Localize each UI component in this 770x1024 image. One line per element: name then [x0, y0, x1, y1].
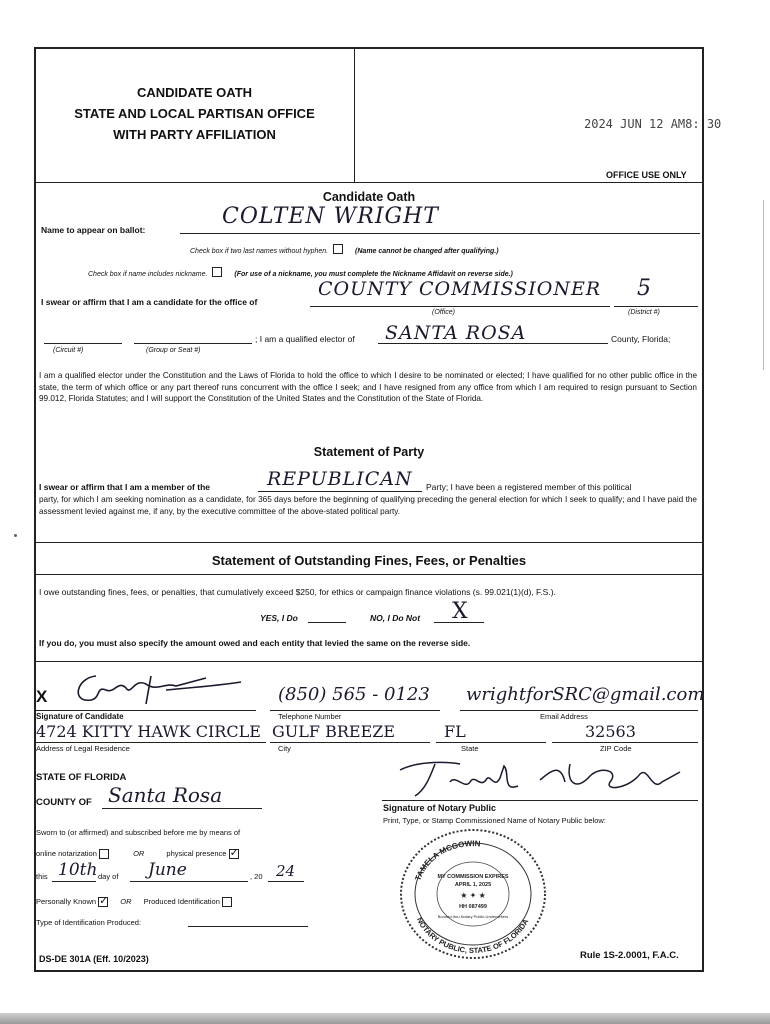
seal-state-text: NOTARY PUBLIC, STATE OF FLORIDA [414, 915, 531, 956]
phone-label: Telephone Number [278, 712, 342, 721]
office-use-only: OFFICE USE ONLY [606, 170, 687, 180]
day-value: 10th [58, 860, 98, 880]
county-underline [378, 343, 608, 344]
swear-member-text: I swear or affirm that I am a member of the [39, 482, 210, 492]
zip-value: 32563 [585, 722, 636, 741]
name-change-note: (Name cannot be changed after qualifying.) [355, 248, 499, 255]
party-suffix: Party; I have been a registered member of this political [426, 482, 632, 492]
email-value: wrightforSRC@gmail.com [466, 684, 705, 705]
scan-bottom-edge [0, 1013, 770, 1024]
district-caption: (District #) [628, 309, 660, 316]
district-value: 5 [637, 276, 651, 301]
name-label: Name to appear on ballot: [41, 225, 146, 235]
fines-note: If you do, you must also specify the amount owed and each entity that levied the same on the reverse side. [39, 638, 471, 648]
signature-divider [34, 661, 704, 662]
office-value: COUNTY COMMISSIONER [318, 278, 602, 300]
form-title-line1: CANDIDATE OATH [136, 85, 253, 100]
notary-print-label: Print, Type, or Stamp Commissioned Name of Notary Public below: [383, 816, 606, 825]
county-florida-label: County, Florida; [611, 334, 671, 344]
day-of-label: day of [98, 872, 119, 881]
signature-x-mark: X [36, 687, 48, 706]
district-underline [614, 306, 698, 307]
seal-star-icon: ★ ✦ ★ [460, 891, 486, 900]
this-label: this [36, 872, 48, 881]
state-line [436, 742, 546, 743]
day-line [52, 881, 96, 882]
group-caption: (Group or Seat #) [146, 347, 201, 354]
notary-county-label: COUNTY OF [36, 797, 92, 808]
qualified-elector-label: ; I am a qualified elector of [255, 334, 355, 344]
produced-id-checkbox[interactable] [222, 897, 232, 907]
office-caption: (Office) [432, 309, 455, 316]
state-label: State [461, 744, 479, 753]
sworn-text: Sworn to (or affirmed) and subscribed before me by means of [36, 828, 241, 837]
seal-date-text: APRIL 1, 2025 [454, 882, 492, 888]
physical-check-mark: ✓ [229, 847, 239, 860]
notary-signature-line [382, 800, 698, 801]
fines-no-label: NO, I Do Not [370, 613, 421, 623]
seal-bonded-text: Bonded thru Notary Public Underwriters [437, 914, 509, 919]
header-divider [34, 182, 704, 183]
fines-divider-top [34, 542, 704, 543]
personally-known-checkbox[interactable] [98, 897, 108, 907]
nickname-note: (For use of a nickname, you must complete the Nickname Affidavit on reverse side.) [234, 271, 513, 278]
section-title-fines: Statement of Outstanding Fines, Fees, or Penalties [211, 553, 527, 568]
received-stamp: 2024 JUN 12 AM8: 30 [584, 117, 722, 131]
circuit-underline [44, 343, 122, 344]
month-value: June [148, 860, 187, 880]
type-id-line [188, 926, 308, 927]
seal-number-text: HH 087499 [459, 904, 487, 910]
year-line [268, 881, 304, 882]
email-line [460, 710, 698, 711]
seal-name-text: TAMELA MCGOWIN [413, 838, 481, 882]
type-id-label: Type of Identification Produced: [36, 918, 142, 927]
physical-label: physical presence [166, 849, 227, 858]
id-or: OR [120, 897, 132, 906]
two-names-row [190, 240, 499, 258]
two-names-label: Check box if two last names without hyphen. [190, 248, 329, 255]
notary-signature-label: Signature of Notary Public [383, 803, 497, 813]
form-id: DS-DE 301A (Eff. 10/2023) [39, 954, 149, 964]
section-title-party: Statement of Party [313, 445, 425, 459]
fines-divider-bottom [34, 574, 704, 575]
oath-paragraph: I am a qualified elector under the Constitution and the Laws of Florida to hold the office to which I desire to be nominated or elected; I have qualified for no other public office in the state, the term of which office or any part thereof runs concurrent with the office I seek; and I have resigned from any office from which I am required to resign pursuant to Section 99.012, Florida Statutes; and I will support the Constitution of the United States and the Constitution of the State of Florida. [39, 371, 697, 403]
produced-id-label: Produced Identification [143, 897, 220, 906]
swear-office-text: I swear or affirm that I am a candidate for the office of [41, 297, 258, 307]
zip-line [552, 742, 698, 743]
notary-state: STATE OF FLORIDA [36, 772, 127, 783]
office-underline [310, 306, 610, 307]
svg-text:NOTARY PUBLIC, STATE OF FLORID [415, 916, 531, 955]
notary-county-line [102, 808, 262, 809]
form-title-line3: WITH PARTY AFFILIATION [113, 127, 276, 142]
candidate-name-value: COLTEN WRIGHT [222, 204, 439, 229]
id-row [36, 897, 232, 907]
party-value: REPUBLICAN [267, 468, 413, 490]
fines-no-mark: X [452, 599, 468, 624]
online-label: online notarization [36, 849, 97, 858]
presence-or: OR [133, 849, 145, 858]
county-value: SANTA ROSA [385, 322, 527, 344]
seal-commission-text: MY COMMISSION EXPIRES [437, 874, 509, 880]
form-title-line2: STATE AND LOCAL PARTISAN OFFICE [74, 106, 315, 121]
nickname-checkbox[interactable] [212, 267, 222, 277]
city-label: City [278, 744, 291, 753]
section-title-oath: Candidate Oath [322, 190, 416, 204]
scan-dot [14, 534, 17, 537]
zip-label: ZIP Code [600, 744, 632, 753]
year-value: 24 [276, 862, 296, 880]
presence-row [36, 849, 239, 859]
city-line [270, 742, 430, 743]
party-underline [258, 491, 422, 492]
fines-yes-label: YES, I Do [260, 613, 298, 623]
name-underline [180, 233, 700, 234]
fines-yes-underline [308, 622, 346, 623]
address-label: Address of Legal Residence [36, 744, 130, 753]
personally-known-label: Personally Known [36, 897, 97, 906]
candidate-signature-image [56, 668, 246, 708]
group-underline [134, 343, 252, 344]
notary-seal-image [396, 826, 550, 962]
month-line [130, 881, 248, 882]
scan-edge-mark [763, 200, 764, 370]
swear-office-label [41, 297, 257, 307]
fines-statement: I owe outstanding fines, fees, or penalties, that cumulatively exceed $250, for ethics or campaign finance violations (s. 99.021(1)(d), F.S.). [39, 587, 556, 597]
personally-known-check-mark: ✓ [99, 895, 109, 908]
circuit-caption: (Circuit #) [53, 347, 84, 354]
phone-value: (850) 565 - 0123 [278, 684, 430, 705]
state-value: FL [444, 722, 466, 741]
city-value: GULF BREEZE [272, 722, 396, 741]
physical-checkbox[interactable] [229, 849, 239, 859]
rule-citation: Rule 1S-2.0001, F.A.C. [580, 950, 679, 961]
swear-member-row [39, 482, 210, 492]
address-line [36, 742, 266, 743]
two-names-checkbox[interactable] [333, 244, 343, 254]
year-prefix: , 20 [250, 872, 263, 881]
email-label: Email Address [540, 712, 588, 721]
notary-signature-image [390, 752, 690, 800]
candidate-signature-label: Signature of Candidate [36, 712, 124, 721]
phone-line [270, 710, 440, 711]
notary-county-value: Santa Rosa [108, 783, 223, 807]
online-checkbox[interactable] [99, 849, 109, 859]
party-paragraph: party, for which I am seeking nomination as a candidate, for 365 days before the beginning of qualifying preceding the general election for which I seek to qualify; and I have paid the assessment levied against me, if any, by the executive committee of the above-stated political party. [39, 495, 697, 516]
nickname-label: Check box if name includes nickname. [88, 271, 208, 278]
candidate-signature-line [36, 710, 256, 711]
address-value: 4724 KITTY HAWK CIRCLE [36, 722, 261, 741]
